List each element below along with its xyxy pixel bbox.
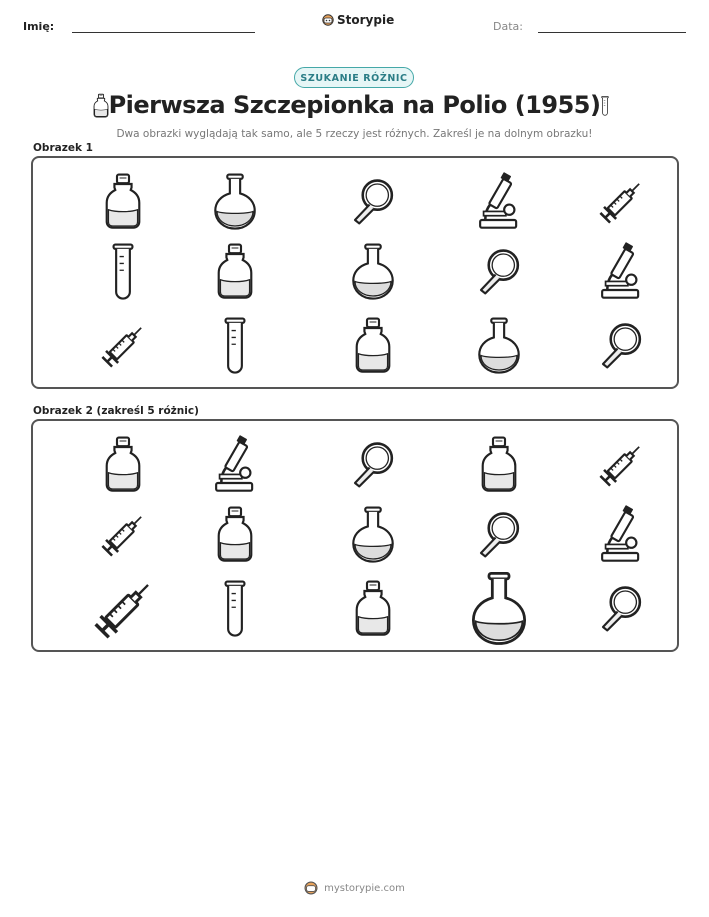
bottle-icon[interactable] <box>93 435 153 495</box>
microscope-icon[interactable] <box>205 435 265 495</box>
magnifier-icon <box>591 316 651 376</box>
bottle-icon[interactable] <box>469 435 529 495</box>
microscope-icon <box>469 172 529 232</box>
storypie-logo <box>322 13 394 27</box>
syringe-icon[interactable] <box>591 435 651 495</box>
picture2-panel[interactable] <box>31 419 679 652</box>
test-tube-icon <box>93 242 153 302</box>
name-line[interactable] <box>72 32 255 33</box>
magnifier-icon[interactable] <box>591 579 651 639</box>
bottle-icon[interactable] <box>205 505 265 565</box>
bottle-icon <box>343 316 403 376</box>
footer-url: mystorypie.com <box>324 882 405 894</box>
picture1-label: Obrazek 1 <box>33 142 93 154</box>
picture1-panel <box>31 156 679 389</box>
magnifier-icon[interactable] <box>343 435 403 495</box>
syringe-icon[interactable] <box>93 505 153 565</box>
syringe-icon <box>591 172 651 232</box>
test-tube-icon <box>205 316 265 376</box>
picture2-label: Obrazek 2 (zakreśl 5 różnic) <box>33 405 199 417</box>
flask-icon <box>469 316 529 376</box>
footer <box>0 880 709 896</box>
magnifier-icon[interactable] <box>469 505 529 565</box>
instructions: Dwa obrazki wyglądają tak samo, ale 5 rzeczy jest różnych. Zakreśl je na dolnym obrazku! <box>116 128 593 140</box>
magnifier-icon <box>469 242 529 302</box>
logo-text: Storypie <box>337 13 395 27</box>
bottle-icon[interactable] <box>343 579 403 639</box>
name-label: Imię: <box>23 20 55 33</box>
flask-icon <box>205 172 265 232</box>
syringe-icon <box>93 316 153 376</box>
syringe-icon[interactable] <box>83 569 164 650</box>
test-tube-icon[interactable] <box>205 579 265 639</box>
storypie-mascot-icon <box>322 13 334 27</box>
activity-badge: SZUKANIE RÓŻNIC <box>294 67 414 88</box>
microscope-icon[interactable] <box>591 505 651 565</box>
flask-icon <box>343 242 403 302</box>
bottle-icon <box>93 172 153 232</box>
storypie-mascot-icon <box>304 880 318 896</box>
flask-icon[interactable] <box>460 570 538 648</box>
microscope-icon <box>591 242 651 302</box>
page-title: Pierwsza Szczepionka na Polio (1955) <box>108 91 601 119</box>
bottle-icon <box>205 242 265 302</box>
date-label: Data: <box>493 20 523 33</box>
date-line[interactable] <box>538 32 686 33</box>
test-tube-icon <box>596 90 614 122</box>
magnifier-icon <box>343 172 403 232</box>
flask-icon[interactable] <box>343 505 403 565</box>
